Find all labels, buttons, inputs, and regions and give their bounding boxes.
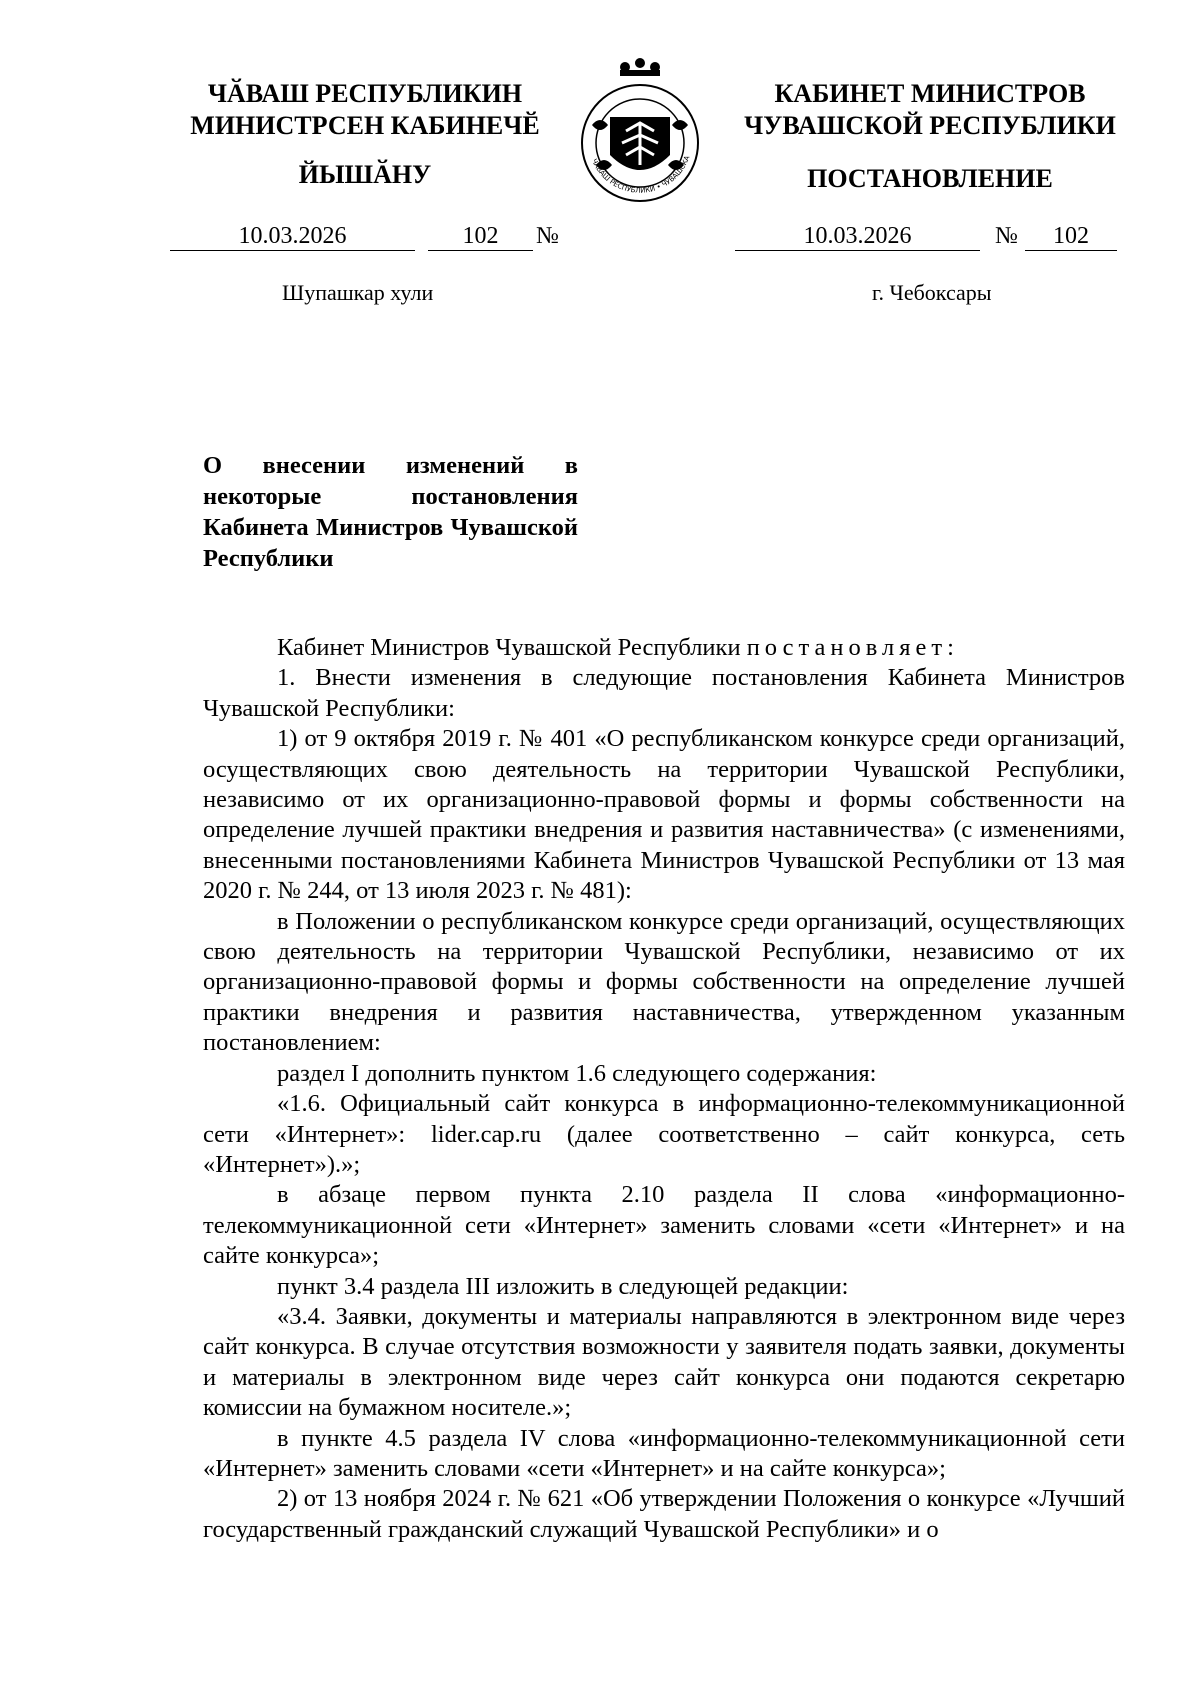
body-paragraph: 1) от 9 октября 2019 г. № 401 «О республиканском конкурсе среди организаций, осуществляющих свою деятельность на территории Чувашской Республики, независимо от их организационно-правовой формы и формы собственности на определение лучшей практики внедрения и развития наставничества» (с изменениями, внесенными постановлениями Кабинета Министров Чувашской Республики от 13 мая 2020 г. № 244, от 13 июля 2023 г. № 481): [203,725,1125,905]
body-paragraph: в пункте 4.5 раздела IV слова «информационно-телекоммуникационной сети «Интернет» заменить словами «сети «Интернет» и на сайте конкурса»; [203,1424,1125,1482]
header-right-line2: ЧУВАШСКОЙ РЕСПУБЛИКИ [744,111,1116,140]
body-intro-resolves: постановляет: [746,634,959,661]
body-paragraph: «1.6. Официальный сайт конкурса в информационно-телекоммуникационной сети «Интернет»: lider.cap.ru (далее соответственно – сайт конкурса, сеть «Интернет»).»; [203,1090,1125,1178]
body-intro: Кабинет Министров Чувашской Республики постановляет: [277,634,959,661]
emblem-ring-text: ЧӐВАШ РЕСПУБЛИКИ • ЧУВАШСКА [589,154,692,195]
left-date: 10.03.2026 [170,222,415,251]
body-paragraph: пункт 3.4 раздела III изложить в следующей редакции: [277,1272,849,1300]
document-body [203,633,1125,1545]
body-paragraph: в абзаце первом пункта 2.10 раздела II слова «информационно-телекоммуникационной сети «Интернет» заменить словами «сети «Интернет» и на сайте конкурса»; [203,1181,1125,1270]
body-paragraph: 2) от 13 ноября 2024 г. № 621 «Об утверждении Положения о конкурсе «Лучший государственный гражданский служащий Чувашской Республики» и о [203,1485,1125,1543]
right-date: 10.03.2026 [735,222,980,251]
header-right-line1: КАБИНЕТ МИНИСТРОВ [774,79,1086,108]
header-left-org [180,78,550,142]
body-paragraph: в Положении о республиканском конкурсе среди организаций, осуществляющих свою деятельность на территории Чувашской Республики, независимо от их организационно-правовой формы и формы собственности на определение лучшей практики внедрения и развития наставничества, утвержденном указанным постановлением: [203,907,1125,1057]
body-paragraph: 1. Внести изменения в следующие постановления Кабинета Министров Чувашской Республики: [203,664,1125,722]
right-city: г. Чебоксары [872,280,992,305]
body-paragraph: «3.4. Заявки, документы и материалы направляются в электронном виде через сайт конкурса. В случае отсутствия возможности у заявителя подать заявки, документы и материалы в электронном виде через сайт конкурса они подаются секретарю комиссии на бумажном носителе.»; [203,1302,1125,1422]
header-right-doc-type: ПОСТАНОВЛЕНИЕ [807,164,1053,193]
body-paragraph: раздел I дополнить пунктом 1.6 следующего содержания: [277,1059,877,1087]
left-number: 102 [428,222,533,251]
left-city: Шупашкар хули [282,280,434,305]
right-number-sign: № [995,223,1018,249]
document-title: О внесении изменений в некоторые постановления Кабинета Министров Чувашской Республики [203,452,578,572]
header-left-line2: МИНИСТРСЕН КАБИНЕЧӖ [190,111,540,140]
chuvash-coat-of-arms-icon [570,55,710,205]
header-left-doc-type: ЙЫШӐНУ [298,160,432,189]
right-number: 102 [1025,222,1117,251]
left-number-sign: № [536,223,559,249]
header-right-org [735,78,1125,142]
header-left-line1: ЧӐВАШ РЕСПУБЛИКИН [207,79,523,108]
